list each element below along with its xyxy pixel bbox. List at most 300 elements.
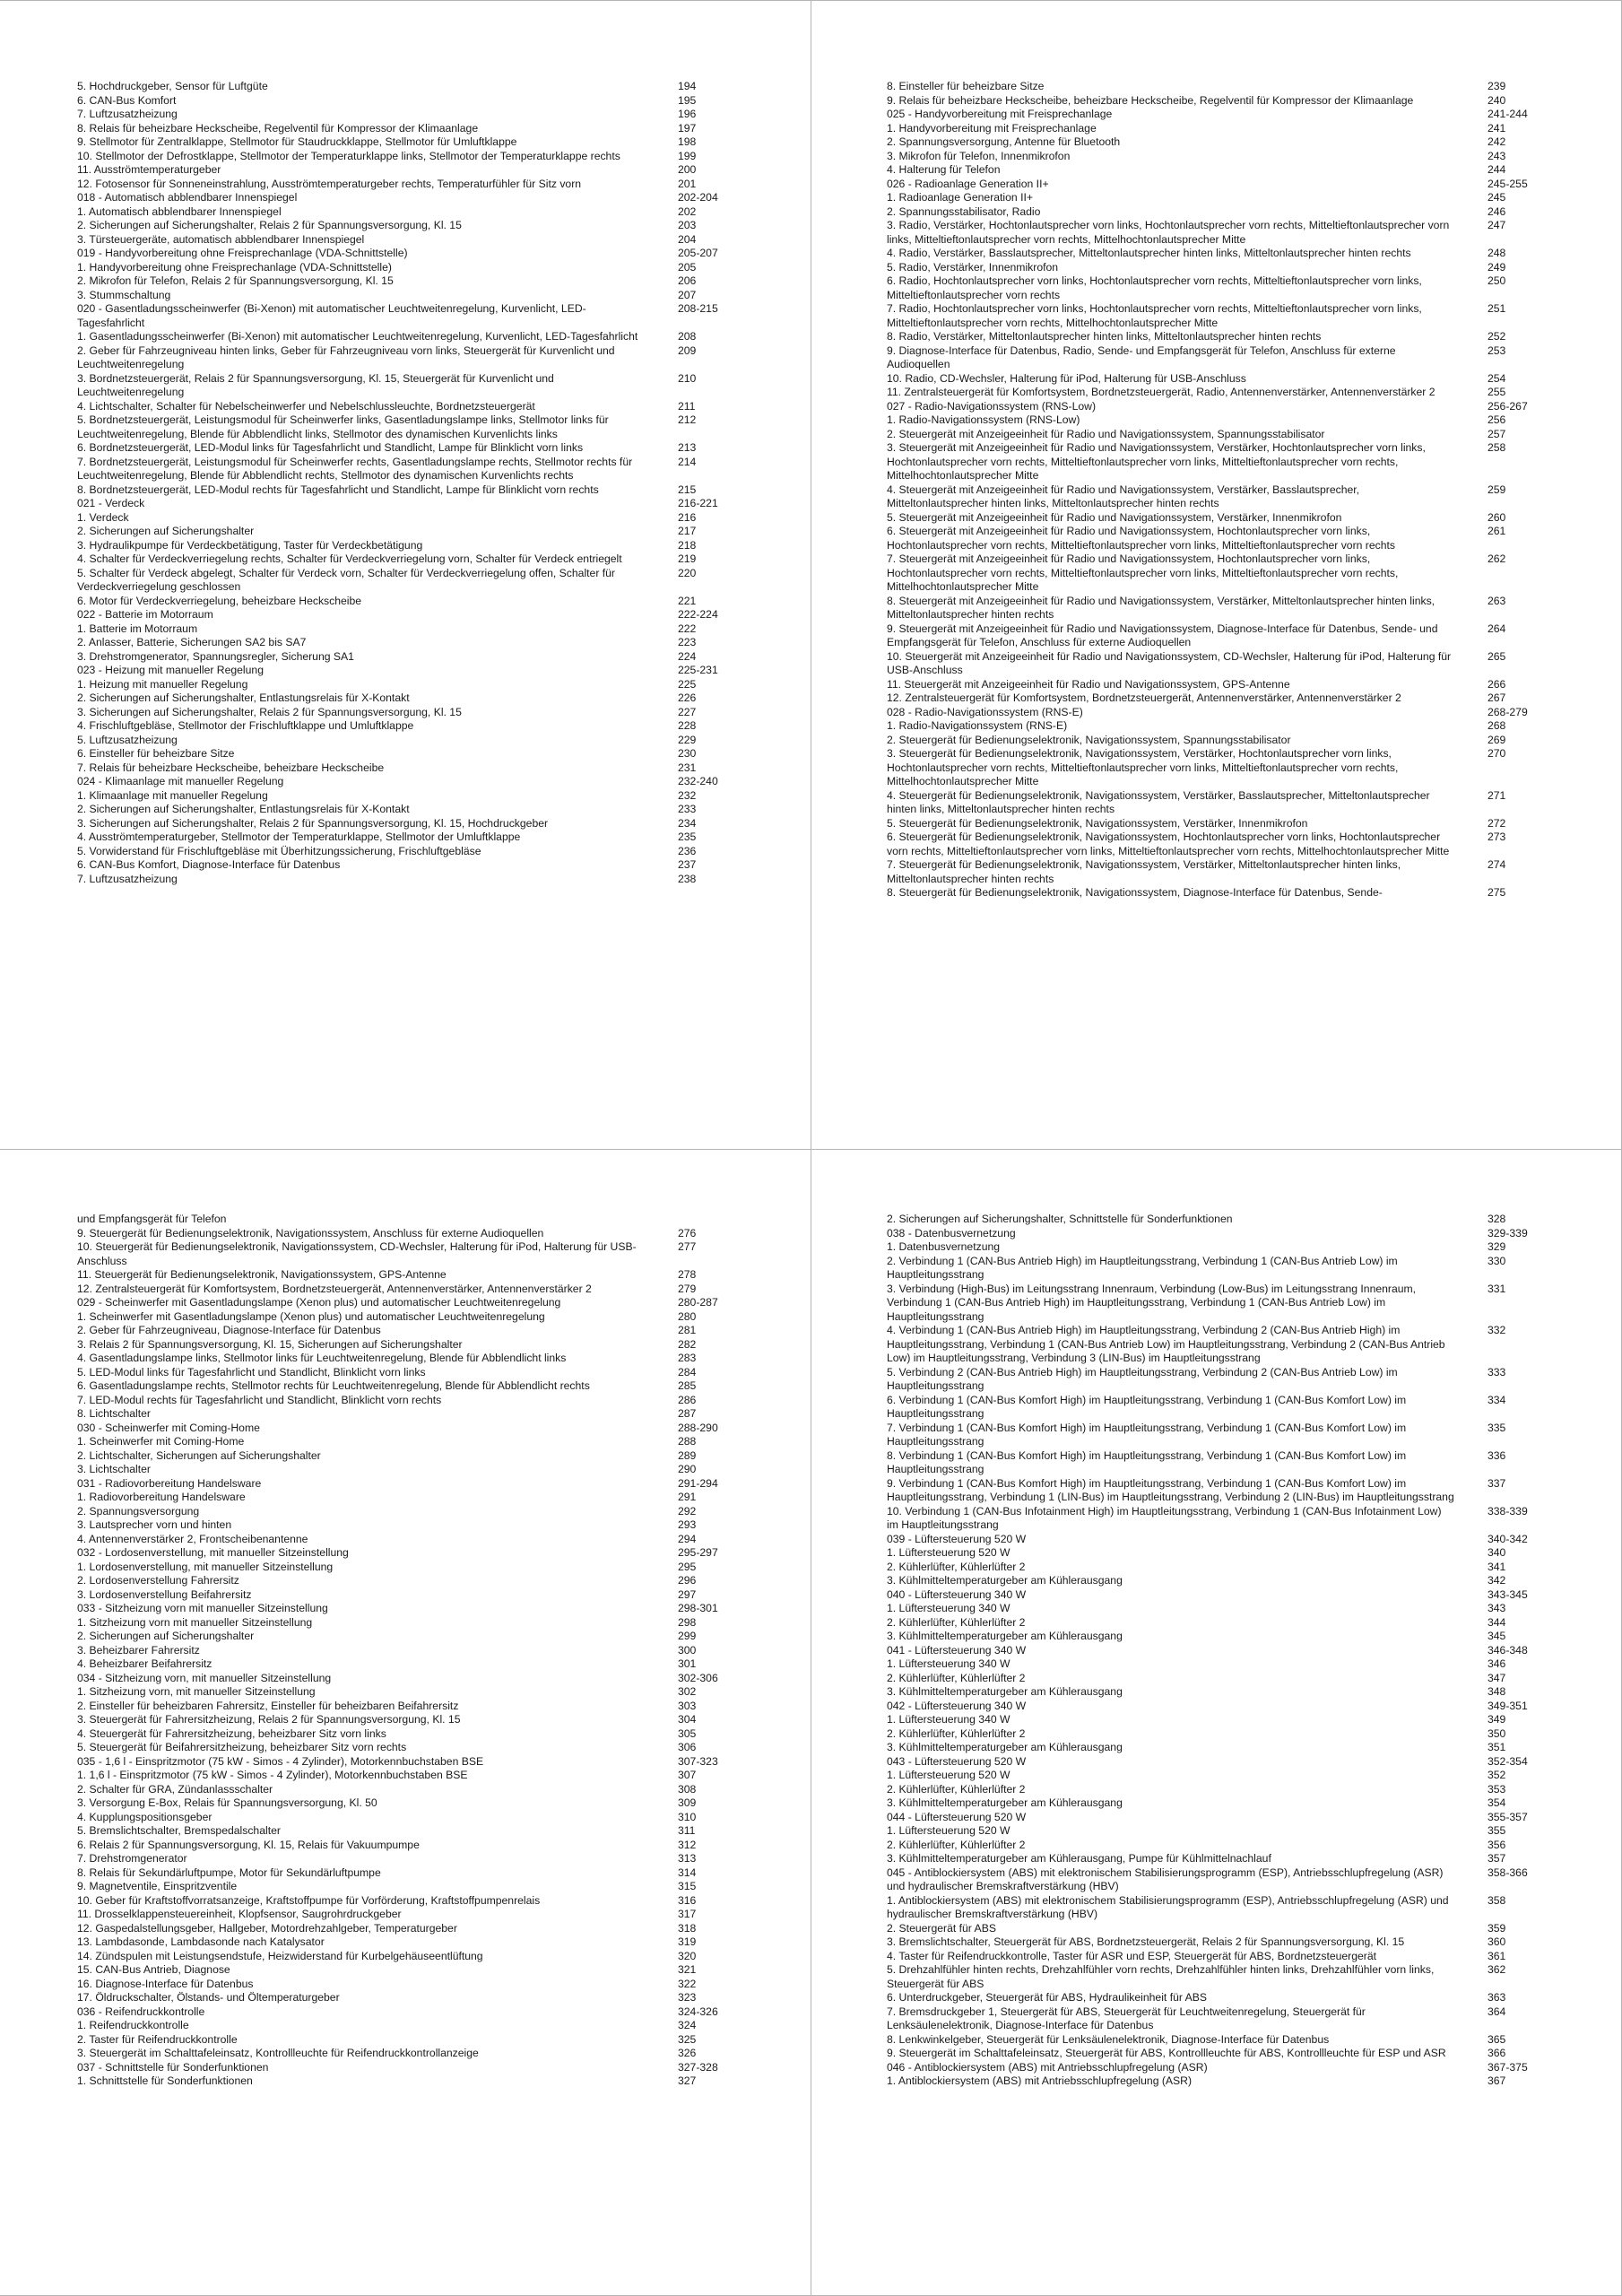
toc-page-number: 340 bbox=[1488, 1546, 1506, 1559]
toc-page-number: 280 bbox=[678, 1309, 697, 1323]
toc-page-number: 230 bbox=[678, 747, 697, 760]
toc-page-number: 205-207 bbox=[678, 247, 718, 259]
toc-page-number: 334 bbox=[1488, 1393, 1506, 1406]
toc-subentry bbox=[887, 1672, 1550, 1686]
toc-page-number: 353 bbox=[1488, 1782, 1506, 1796]
toc-entry-title: 039 - Lüftersteuerung 520 W bbox=[887, 1532, 1027, 1545]
toc-page-number: 338-339 bbox=[1488, 1504, 1528, 1518]
toc-page-number: 248 bbox=[1488, 247, 1506, 259]
toc-entry-title: 8. Lichtschalter bbox=[77, 1407, 151, 1420]
toc-entry-title: 12. Gaspedalstellungsgeber, Hallgeber, Motordrehzahlgeber, Temperaturgeber bbox=[77, 1921, 457, 1935]
toc-page-number: 287 bbox=[678, 1407, 697, 1420]
toc-page-number: 305 bbox=[678, 1726, 697, 1740]
toc-entry-title: 2. Spannungsstabilisator, Radio bbox=[887, 204, 1041, 218]
toc-subentry bbox=[887, 1255, 1550, 1283]
toc-page-number: 262 bbox=[1488, 552, 1506, 565]
toc-page-number: 323 bbox=[678, 1991, 697, 2004]
toc-page-number: 329-339 bbox=[1488, 1226, 1528, 1239]
toc-subentry bbox=[77, 344, 741, 372]
toc-entry-title: 4. Radio, Verstärker, Basslautsprecher, Mitteltonlautsprecher hinten links, Mitteltonlautsprecher hinten rechts bbox=[887, 247, 1411, 259]
toc-entry-title: 2. Spannungsversorgung bbox=[77, 1504, 200, 1518]
toc-page-number: 307-323 bbox=[678, 1754, 718, 1768]
toc-page-number: 328 bbox=[1488, 1213, 1506, 1225]
toc-page-number: 217 bbox=[678, 525, 697, 537]
toc-entry-title: 4. Steuergerät für Bedienungselektronik, Navigationssystem, Verstärker, Basslautsprecher, Mitteltonlautsprecher hinten links, Mitteltonlautsprecher hinten rechts bbox=[887, 788, 1430, 815]
toc-page-number: 202-204 bbox=[678, 191, 718, 204]
toc-subentry bbox=[77, 691, 741, 706]
toc-page-number: 330 bbox=[1488, 1254, 1506, 1267]
toc-entry-title: 10. Geber für Kraftstoffvorratsanzeige, Kraftstoffpumpe für Vorförderung, Kraftstoffpumpenrelais bbox=[77, 1893, 541, 1907]
toc-entry-title: 5. Hochdruckgeber, Sensor für Luftgüte bbox=[77, 80, 268, 92]
toc-page-number: 257 bbox=[1488, 427, 1506, 440]
toc-subentry bbox=[77, 650, 741, 665]
toc-page-number: 236 bbox=[678, 844, 697, 857]
toc-entry-title: 5. Vorwiderstand für Frischluftgebläse mit Überhitzungssicherung, Frischluftgebläse bbox=[77, 844, 481, 857]
toc-page-number: 315 bbox=[678, 1880, 697, 1892]
toc-section-entry bbox=[77, 497, 741, 511]
toc-subentry bbox=[77, 511, 741, 526]
toc-entry-title: 024 - Klimaanlage mit manueller Regelung bbox=[77, 775, 284, 787]
toc-entry-title: 10. Radio, CD-Wechsler, Halterung für iPod, Halterung für USB-Anschluss bbox=[887, 371, 1246, 385]
toc-subentry bbox=[77, 219, 741, 233]
toc-subentry bbox=[887, 789, 1550, 817]
toc-entry-title: 1. Scheinwerfer mit Coming-Home bbox=[77, 1435, 245, 1448]
toc-page-number: 340-342 bbox=[1488, 1532, 1528, 1545]
toc-subentry bbox=[77, 1213, 741, 1227]
toc-entry-title: 1. Reifendruckkontrolle bbox=[77, 2019, 189, 2031]
toc-section-entry bbox=[77, 1422, 741, 1436]
toc-subentry bbox=[77, 2019, 741, 2033]
toc-page-number: 297 bbox=[678, 1587, 697, 1601]
toc-page-number: 312 bbox=[678, 1838, 697, 1851]
toc-entry-title: 2. Sicherungen auf Sicherungshalter, Relais 2 für Spannungsversorgung, Kl. 15 bbox=[77, 219, 462, 231]
toc-entry-title: 12. Zentralsteuergerät für Komfortsystem, Bordnetzsteuergerät, Antennenverstärker, Antennenverstärker 2 bbox=[77, 1282, 592, 1295]
toc-page-number: 288 bbox=[678, 1435, 697, 1448]
toc-page-number: 199 bbox=[678, 149, 697, 162]
toc-section-entry bbox=[887, 1644, 1550, 1658]
toc-subentry bbox=[77, 372, 741, 400]
toc-entry-title: 2. Steuergerät für ABS bbox=[887, 1921, 996, 1935]
toc-subentry bbox=[77, 734, 741, 748]
toc-page-number: 239 bbox=[1488, 80, 1506, 92]
toc-page-number: 290 bbox=[678, 1463, 697, 1475]
toc-page-number: 252 bbox=[1488, 330, 1506, 343]
toc-entry-title: 5. Drehzahlfühler hinten rechts, Drehzahlfühler vorn rechts, Drehzahlfühler hinten links, Drehzahlfühler vorn links, Steuergerät für ABS bbox=[887, 1963, 1435, 1990]
toc-page-number: 313 bbox=[678, 1852, 697, 1865]
toc-page-number: 208-215 bbox=[678, 302, 718, 315]
toc-page-number: 275 bbox=[1488, 886, 1506, 899]
toc-subentry bbox=[77, 678, 741, 692]
toc-subentry bbox=[887, 734, 1550, 748]
toc-entry-title: 1. Heizung mit manueller Regelung bbox=[77, 677, 248, 691]
toc-page-number: 238 bbox=[678, 872, 697, 885]
toc-page-number: 241 bbox=[1488, 121, 1506, 135]
toc-entry-title: 4. Antennenverstärker 2, Frontscheibenantenne bbox=[77, 1532, 308, 1545]
toc-page-number: 203 bbox=[678, 219, 697, 231]
toc-entry-title: 1. Sitzheizung vorn mit manueller Sitzeinstellung bbox=[77, 1615, 313, 1629]
toc-entry-title: 6. Relais 2 für Spannungsversorgung, Kl. 15, Relais für Vakuumpumpe bbox=[77, 1838, 420, 1851]
toc-entry-title: 8. Steuergerät für Bedienungselektronik, Navigationssystem, Diagnose-Interface für Datenbus, Sende- bbox=[887, 886, 1383, 899]
toc-page-number: 208 bbox=[678, 330, 697, 343]
toc-entry-title: 2. Spannungsversorgung, Antenne für Bluetooth bbox=[887, 135, 1121, 148]
toc-subentry bbox=[887, 163, 1550, 178]
toc-subentry bbox=[887, 650, 1550, 678]
toc-subentry bbox=[887, 1283, 1550, 1325]
toc-entry-title: 1. Gasentladungsscheinwerfer (Bi-Xenon) mit automatischer Leuchtweitenregelung, Kurvenlicht, LED-Tagesfahrlicht bbox=[77, 330, 638, 343]
toc-entry-title: 2. Kühlerlüfter, Kühlerlüfter 2 bbox=[887, 1560, 1026, 1573]
toc-entry-title: 027 - Radio-Navigationssystem (RNS-Low) bbox=[887, 399, 1096, 413]
toc-entry-title: 1. Antiblockiersystem (ABS) mit elektronischem Stabilisierungsprogramm (ESP), Antriebsschlupfregelung (ASR) und hydraulischer Bremskraftverstärkung (HBV) bbox=[887, 1893, 1449, 1920]
toc-entry-title: 10. Stellmotor der Defrostklappe, Stellmotor der Temperaturklappe links, Stellmotor der Temperaturklappe rechts bbox=[77, 149, 620, 162]
toc-subentry bbox=[887, 1616, 1550, 1631]
toc-entry-title: 3. Kühlmitteltemperaturgeber am Kühlerausgang, Pumpe für Kühlmittelnachlauf bbox=[887, 1852, 1271, 1865]
toc-entry-title: 2. Verbindung 1 (CAN-Bus Antrieb High) im Hauptleitungsstrang, Verbindung 1 (CAN-Bus Antrieb Low) im Hauptleitungsstrang bbox=[887, 1254, 1398, 1281]
toc-subentry bbox=[887, 261, 1550, 275]
toc-page-number: 283 bbox=[678, 1352, 697, 1364]
toc-page-number: 270 bbox=[1488, 747, 1506, 760]
toc-subentry bbox=[887, 1324, 1550, 1366]
toc-subentry bbox=[77, 1727, 741, 1742]
toc-subentry bbox=[77, 1379, 741, 1394]
toc-page-number: 314 bbox=[678, 1866, 697, 1879]
toc-entry-title: 029 - Scheinwerfer mit Gasentladungslampe (Xenon plus) und automatischer Leuchtweitenregelung bbox=[77, 1296, 561, 1309]
toc-page-number: 359 bbox=[1488, 1921, 1506, 1935]
toc-subentry bbox=[887, 691, 1550, 706]
toc-entry-title: 8. Relais für beheizbare Heckscheibe, Regelventil für Kompressor der Klimaanlage bbox=[77, 121, 479, 135]
toc-entry-title: 1. Lüftersteuerung 520 W bbox=[887, 1769, 1010, 1781]
toc-subentry bbox=[77, 1268, 741, 1283]
toc-entry-title: 3. Kühlmitteltemperaturgeber am Kühlerausgang bbox=[887, 1574, 1123, 1587]
toc-page-number: 357 bbox=[1488, 1852, 1506, 1865]
toc-page-number: 243 bbox=[1488, 149, 1506, 162]
toc-entry-title: 3. Lautsprecher vorn und hinten bbox=[77, 1518, 232, 1531]
toc-entry-title: 13. Lambdasonde, Lambdasonde nach Katalysator bbox=[77, 1935, 325, 1948]
toc-page-number: 289 bbox=[678, 1448, 697, 1462]
toc-subentry bbox=[77, 1908, 741, 1922]
toc-section-entry bbox=[887, 108, 1550, 122]
toc-subentry bbox=[77, 1491, 741, 1505]
toc-page-number: 204 bbox=[678, 232, 697, 246]
toc-subentry bbox=[887, 511, 1550, 526]
toc-page-number: 196 bbox=[678, 108, 697, 120]
toc-entry-title: 4. Ausströmtemperaturgeber, Stellmotor der Temperaturklappe, Stellmotor der Umluftklappe bbox=[77, 831, 521, 843]
toc-entry-title: 6. Gasentladungslampe rechts, Stellmotor rechts für Leuchtweitenregelung, Blende für Abblendlicht rechts bbox=[77, 1379, 590, 1392]
toc-subentry bbox=[77, 706, 741, 720]
document-page-4 bbox=[811, 1150, 1622, 2296]
toc-page-number: 244 bbox=[1488, 163, 1506, 176]
toc-page-number: 354 bbox=[1488, 1796, 1506, 1809]
toc-subentry bbox=[77, 1435, 741, 1449]
toc-subentry bbox=[77, 261, 741, 275]
toc-page-number: 225-231 bbox=[678, 664, 718, 676]
toc-entry-title: 037 - Schnittstelle für Sonderfunktionen bbox=[77, 2060, 269, 2074]
toc-entry-title: 12. Zentralsteuergerät für Komfortsystem, Bordnetzsteuergerät, Antennenverstärker, Antennenverstärker 2 bbox=[887, 691, 1401, 704]
toc-subentry bbox=[77, 1700, 741, 1714]
toc-page-number: 237 bbox=[678, 858, 697, 871]
toc-subentry bbox=[77, 845, 741, 859]
toc-entry-title: 9. Magnetventile, Einspritzventile bbox=[77, 1880, 238, 1892]
toc-subentry bbox=[77, 80, 741, 94]
toc-page-number: 327-328 bbox=[678, 2060, 718, 2074]
toc-subentry bbox=[77, 1880, 741, 1894]
toc-page-number: 355-357 bbox=[1488, 1810, 1528, 1823]
toc-page-number: 360 bbox=[1488, 1935, 1506, 1948]
toc-subentry bbox=[77, 1644, 741, 1658]
toc-subentry bbox=[887, 1657, 1550, 1672]
toc-page-number: 261 bbox=[1488, 525, 1506, 537]
toc-page-number: 306 bbox=[678, 1741, 697, 1753]
toc-page-number: 343 bbox=[1488, 1602, 1506, 1614]
toc-section-entry bbox=[887, 1533, 1550, 1547]
toc-entry-title: 4. Verbindung 1 (CAN-Bus Antrieb High) im Hauptleitungsstrang, Verbindung 2 (CAN-Bus Antrieb High) im Hauptleitungsstrang, Verbindung 1 (CAN-Bus Antrieb Low) im Hauptleitungsstrang, Verbindung 2 (CAN-Bus Antrieb Low) im Hauptleitungsstrang, Verbindung 3 (LIN-Bus) im Hauptleitungsstrang bbox=[887, 1324, 1445, 1364]
toc-entry-title: 2. Einsteller für beheizbaren Fahrersitz, Einsteller für beheizbaren Beifahrersitz bbox=[77, 1699, 459, 1712]
toc-page-number: 245 bbox=[1488, 191, 1506, 204]
toc-subentry bbox=[77, 1963, 741, 1978]
document-page-1 bbox=[0, 0, 811, 1150]
toc-page-number: 342 bbox=[1488, 1574, 1506, 1587]
toc-subentry bbox=[77, 1852, 741, 1866]
toc-page-number: 250 bbox=[1488, 274, 1506, 287]
toc-section-entry bbox=[77, 1546, 741, 1561]
toc-page-number: 341 bbox=[1488, 1560, 1506, 1573]
toc-subentry bbox=[77, 595, 741, 609]
toc-page-number: 232-240 bbox=[678, 775, 718, 787]
toc-page-number: 258 bbox=[1488, 441, 1506, 454]
toc-entry-title: 11. Steuergerät mit Anzeigeeinheit für Radio und Navigationssystem, GPS-Antenne bbox=[887, 677, 1290, 691]
toc-entry-title: 6. Bordnetzsteuergerät, LED-Modul links für Tagesfahrlicht und Standlicht, Lampe für Blinklicht vorn links bbox=[77, 441, 584, 454]
toc-entry-title: 2. Sicherungen auf Sicherungshalter bbox=[77, 525, 255, 537]
toc-entry-title: 018 - Automatisch abblendbarer Innenspiegel bbox=[77, 191, 298, 204]
toc-section-entry bbox=[77, 191, 741, 205]
toc-entry-title: 1. Sitzheizung vorn, mit manueller Sitzeinstellung bbox=[77, 1685, 316, 1698]
toc-page-number: 214 bbox=[678, 455, 697, 468]
toc-page-number: 259 bbox=[1488, 483, 1506, 496]
toc-entry-title: 3. Bremslichtschalter, Steuergerät für ABS, Bordnetzsteuergerät, Relais 2 für Spannungsversorgung, Kl. 15 bbox=[887, 1935, 1405, 1948]
toc-entry-title: 3. Kühlmitteltemperaturgeber am Kühlerausgang bbox=[887, 1741, 1123, 1753]
toc-page-number: 256 bbox=[1488, 413, 1506, 426]
toc-entry-title: 1. 1,6 l - Einspritzmotor (75 kW - Simos - 4 Zylinder), Motorkennbuchstaben BSE bbox=[77, 1769, 468, 1781]
toc-entry-title: 2. Sicherungen auf Sicherungshalter bbox=[77, 1630, 255, 1642]
toc-subentry bbox=[77, 1616, 741, 1631]
toc-page-number: 235 bbox=[678, 831, 697, 843]
toc-page-number: 271 bbox=[1488, 788, 1506, 802]
toc-subentry bbox=[77, 205, 741, 220]
toc-subentry bbox=[887, 413, 1550, 428]
toc-entry-title: 4. Beheizbarer Beifahrersitz bbox=[77, 1657, 213, 1670]
toc-entry-title: 7. Relais für beheizbare Heckscheibe, beheizbare Heckscheibe bbox=[77, 761, 385, 774]
toc-subentry bbox=[77, 1240, 741, 1268]
toc-entry-title: 2. Geber für Fahrzeugniveau, Diagnose-Interface für Datenbus bbox=[77, 1324, 381, 1336]
toc-subentry bbox=[77, 135, 741, 150]
toc-subentry bbox=[77, 873, 741, 887]
toc-subentry bbox=[77, 1352, 741, 1366]
toc-entry-title: 11. Ausströmtemperaturgeber bbox=[77, 163, 221, 176]
toc-page-number: 349-351 bbox=[1488, 1699, 1528, 1712]
toc-page-number: 366 bbox=[1488, 2047, 1506, 2059]
toc-page-number: 284 bbox=[678, 1365, 697, 1378]
toc-entry-title: 10. Steuergerät mit Anzeigeeinheit für Radio und Navigationssystem, CD-Wechsler, Halterung für iPod, Halterung für USB-Anschluss bbox=[887, 649, 1452, 676]
toc-entry-title: 5. Steuergerät für Beifahrersitzheizung, beheizbarer Sitz vorn rechts bbox=[77, 1741, 407, 1753]
toc-entry-title: 9. Steuergerät im Schalttafeleinsatz, Steuergerät für ABS, Kontrollleuchte für ABS, Kontrollleuchte für ESP und ASR bbox=[887, 2047, 1446, 2059]
toc-subentry bbox=[77, 178, 741, 192]
toc-subentry bbox=[887, 817, 1550, 831]
toc-subentry bbox=[887, 205, 1550, 220]
toc-entry-title: 9. Steuergerät für Bedienungselektronik, Navigationssystem, Anschluss für externe Audioquellen bbox=[77, 1226, 544, 1239]
toc-entry-title: 4. Gasentladungslampe links, Stellmotor links für Leuchtweitenregelung, Blende für Abblendlicht links bbox=[77, 1352, 567, 1364]
toc-page-number: 300 bbox=[678, 1643, 697, 1657]
toc-subentry bbox=[77, 1561, 741, 1575]
toc-subentry bbox=[77, 1796, 741, 1811]
toc-entry-title: 043 - Lüftersteuerung 520 W bbox=[887, 1754, 1027, 1768]
toc-page-number: 329 bbox=[1488, 1240, 1506, 1253]
toc-entry-title: 8. Einsteller für beheizbare Sitze bbox=[887, 80, 1045, 92]
toc-entry-title: 8. Lenkwinkelgeber, Steuergerät für Lenksäulenelektronik, Diagnose-Interface für Datenbus bbox=[887, 2032, 1330, 2046]
toc-subentry bbox=[77, 761, 741, 776]
toc-page-number: 322 bbox=[678, 1977, 697, 1990]
toc-subentry bbox=[887, 386, 1550, 400]
toc-page-number: 251 bbox=[1488, 302, 1506, 315]
toc-page-number: 274 bbox=[1488, 858, 1506, 871]
toc-entry-title: 3. Kühlmitteltemperaturgeber am Kühlerausgang bbox=[887, 1630, 1123, 1642]
toc-page-number: 292 bbox=[678, 1504, 697, 1518]
toc-entry-title: 6. CAN-Bus Komfort bbox=[77, 93, 177, 107]
toc-entry-title: 035 - 1,6 l - Einspritzmotor (75 kW - Simos - 4 Zylinder), Motorkennbuchstaben BSE bbox=[77, 1754, 484, 1768]
toc-page-number: 350 bbox=[1488, 1726, 1506, 1740]
toc-entry-title: 7. Drehstromgenerator bbox=[77, 1852, 187, 1865]
toc-subentry bbox=[887, 1240, 1550, 1255]
toc-page-number: 218 bbox=[678, 538, 697, 552]
toc-entry-title: 1. Verdeck bbox=[77, 510, 129, 524]
toc-subentry bbox=[887, 1894, 1550, 1922]
toc-subentry bbox=[77, 1283, 741, 1297]
toc-page-number: 213 bbox=[678, 441, 697, 454]
toc-page-number: 335 bbox=[1488, 1421, 1506, 1434]
toc-page-number: 298 bbox=[678, 1615, 697, 1629]
toc-entry-title: 020 - Gasentladungsscheinwerfer (Bi-Xenon) mit automatischer Leuchtweitenregelung, Kurvenlicht, LED-Tagesfahrlicht bbox=[77, 302, 586, 329]
toc-entry-title: 2. Steuergerät für Bedienungselektronik, Navigationssystem, Spannungsstabilisator bbox=[887, 733, 1291, 746]
toc-entry-title: 8. Relais für Sekundärluftpumpe, Motor für Sekundärluftpumpe bbox=[77, 1866, 381, 1879]
toc-entry-title: 028 - Radio-Navigationssystem (RNS-E) bbox=[887, 705, 1083, 718]
toc-entry-title: 2. Sicherungen auf Sicherungshalter, Schnittstelle für Sonderfunktionen bbox=[887, 1213, 1233, 1225]
toc-page-number: 210 bbox=[678, 371, 697, 385]
toc-entry-title: 2. Kühlerlüfter, Kühlerlüfter 2 bbox=[887, 1615, 1026, 1629]
toc-entry-title: 3. Sicherungen auf Sicherungshalter, Relais 2 für Spannungsversorgung, Kl. 15 bbox=[77, 705, 462, 718]
toc-entry-title: 2. Taster für Reifendruckkontrolle bbox=[77, 2032, 238, 2046]
toc-entry-title: 5. Steuergerät mit Anzeigeeinheit für Radio und Navigationssystem, Verstärker, Innenmikrofon bbox=[887, 510, 1342, 524]
toc-page-number: 317 bbox=[678, 1908, 697, 1920]
toc-subentry bbox=[77, 1394, 741, 1408]
toc-page-number: 295-297 bbox=[678, 1546, 718, 1559]
toc-subentry bbox=[77, 1518, 741, 1533]
toc-entry-title: 040 - Lüftersteuerung 340 W bbox=[887, 1587, 1027, 1601]
toc-subentry bbox=[887, 1839, 1550, 1853]
toc-subentry bbox=[887, 886, 1550, 900]
toc-subentry bbox=[887, 428, 1550, 442]
toc-page-number: 352 bbox=[1488, 1769, 1506, 1781]
toc-entry-title: 3. Sicherungen auf Sicherungshalter, Relais 2 für Spannungsversorgung, Kl. 15, Hochdruckgeber bbox=[77, 816, 549, 830]
toc-page-number: 325 bbox=[678, 2032, 697, 2046]
toc-subentry bbox=[887, 1630, 1550, 1644]
toc-page-number: 263 bbox=[1488, 594, 1506, 607]
toc-section-entry bbox=[887, 1700, 1550, 1714]
toc-page-number: 358-366 bbox=[1488, 1866, 1528, 1879]
toc-entry-title: 3. Relais 2 für Spannungsversorgung, Kl. 15, Sicherungen auf Sicherungshalter bbox=[77, 1337, 463, 1351]
toc-entry-title: 3. Kühlmitteltemperaturgeber am Kühlerausgang bbox=[887, 1685, 1123, 1698]
toc-page-number: 282 bbox=[678, 1337, 697, 1351]
toc-page-number: 240 bbox=[1488, 93, 1506, 107]
toc-subentry bbox=[77, 789, 741, 804]
toc-entry-title: 6. Radio, Hochtonlautsprecher vorn links, Hochtonlautsprecher vorn rechts, Mitteltieftonlautsprecher vorn links, Mitteltieftonlautsprecher vorn rechts bbox=[887, 274, 1422, 301]
toc-page-number: 241-244 bbox=[1488, 108, 1528, 120]
toc-entry-title: 7. Radio, Hochtonlautsprecher vorn links, Hochtonlautsprecher vorn rechts, Mitteltieftonlautsprecher vorn links, Mitteltieftonlautsprecher vorn rechts, Mittelhochtonlautsprecher Mitte bbox=[887, 302, 1422, 329]
toc-page-number: 222 bbox=[678, 622, 697, 635]
toc-page-number: 365 bbox=[1488, 2032, 1506, 2046]
toc-page-number: 245-255 bbox=[1488, 177, 1528, 190]
toc-entry-title: 3. Lordosenverstellung Beifahrersitz bbox=[77, 1587, 252, 1601]
toc-page-number: 279 bbox=[678, 1282, 697, 1295]
toc-page-number: 281 bbox=[678, 1324, 697, 1336]
toc-entry-title: 4. Kupplungspositionsgeber bbox=[77, 1810, 213, 1823]
toc-page-number: 296 bbox=[678, 1574, 697, 1587]
toc-subentry bbox=[887, 274, 1550, 302]
toc-subentry bbox=[77, 803, 741, 817]
toc-entry-title: 1. Automatisch abblendbarer Innenspiegel bbox=[77, 204, 282, 218]
toc-page-number: 308 bbox=[678, 1782, 697, 1796]
toc-entry-title: 3. Lichtschalter bbox=[77, 1463, 151, 1475]
toc-subentry bbox=[77, 413, 741, 441]
toc-subentry bbox=[887, 483, 1550, 511]
toc-entry-title: 9. Verbindung 1 (CAN-Bus Komfort High) im Hauptleitungsstrang, Verbindung 1 (CAN-Bus Komfort Low) im Hauptleitungsstrang, Verbindung 1 (LIN-Bus) im Hauptleitungsstrang, Verbindung 2 (LIN-Bus) im Hauptleitungsstrang bbox=[887, 1476, 1454, 1503]
toc-page-number: 265 bbox=[1488, 649, 1506, 663]
toc-page-number: 264 bbox=[1488, 622, 1506, 635]
toc-page-number: 337 bbox=[1488, 1476, 1506, 1490]
toc-subentry bbox=[77, 747, 741, 761]
toc-section-entry bbox=[77, 1602, 741, 1616]
toc-entry-title: 11. Zentralsteuergerät für Komfortsystem, Bordnetzsteuergerät, Radio, Antennenverstärker, Antennenverstärker 2 bbox=[887, 386, 1436, 398]
toc-subentry bbox=[887, 1602, 1550, 1616]
toc-section-entry bbox=[77, 775, 741, 789]
toc-page-number: 216 bbox=[678, 510, 697, 524]
toc-page-number: 256-267 bbox=[1488, 399, 1528, 413]
toc-section-entry bbox=[887, 1227, 1550, 1241]
toc-subentry bbox=[77, 441, 741, 456]
toc-subentry bbox=[77, 1991, 741, 2005]
toc-entry-title: 3. Verbindung (High-Bus) im Leitungsstrang Innenraum, Verbindung (Low-Bus) im Leitungsstrang Innenraum, Verbindung 1 (CAN-Bus Antrieb High) im Hauptleitungsstrang, Verbindung 1 (CAN-Bus Antrieb Low) im Hauptleitungsstrang bbox=[887, 1282, 1417, 1323]
toc-page-number: 197 bbox=[678, 121, 697, 135]
toc-page-number: 309 bbox=[678, 1796, 697, 1809]
toc-entry-title: 3. Mikrofon für Telefon, Innenmikrofon bbox=[887, 149, 1071, 162]
toc-subentry bbox=[77, 2074, 741, 2089]
toc-entry-title: 6. Einsteller für beheizbare Sitze bbox=[77, 747, 235, 760]
toc-entry-title: 1. Radiovorbereitung Handelsware bbox=[77, 1491, 246, 1503]
toc-subentry bbox=[887, 1713, 1550, 1727]
toc-entry-title: 031 - Radiovorbereitung Handelsware bbox=[77, 1476, 262, 1490]
toc-subentry bbox=[887, 191, 1550, 205]
toc-subentry bbox=[887, 372, 1550, 387]
toc-entry-title: 3. Steuergerät für Fahrersitzheizung, Relais 2 für Spannungsversorgung, Kl. 15 bbox=[77, 1713, 461, 1726]
toc-subentry bbox=[887, 1422, 1550, 1449]
toc-entry-title: 6. Unterdruckgeber, Steuergerät für ABS, Hydraulikeinheit für ABS bbox=[887, 1991, 1208, 2004]
toc-subentry bbox=[887, 80, 1550, 94]
toc-subentry bbox=[77, 1839, 741, 1853]
toc-page-number: 304 bbox=[678, 1713, 697, 1726]
toc-entry-title: 7. Luftzusatzheizung bbox=[77, 872, 178, 885]
toc-subentry bbox=[77, 1574, 741, 1588]
toc-entry-title: 9. Steuergerät mit Anzeigeeinheit für Radio und Navigationssystem, Diagnose-Interface für Datenbus, Sende- und Empfangsgerät für Telefon, Anschluss für externe Audioquellen bbox=[887, 622, 1438, 648]
toc-subentry bbox=[887, 1574, 1550, 1588]
toc-page-number: 209 bbox=[678, 344, 697, 357]
toc-subentry bbox=[887, 622, 1550, 650]
